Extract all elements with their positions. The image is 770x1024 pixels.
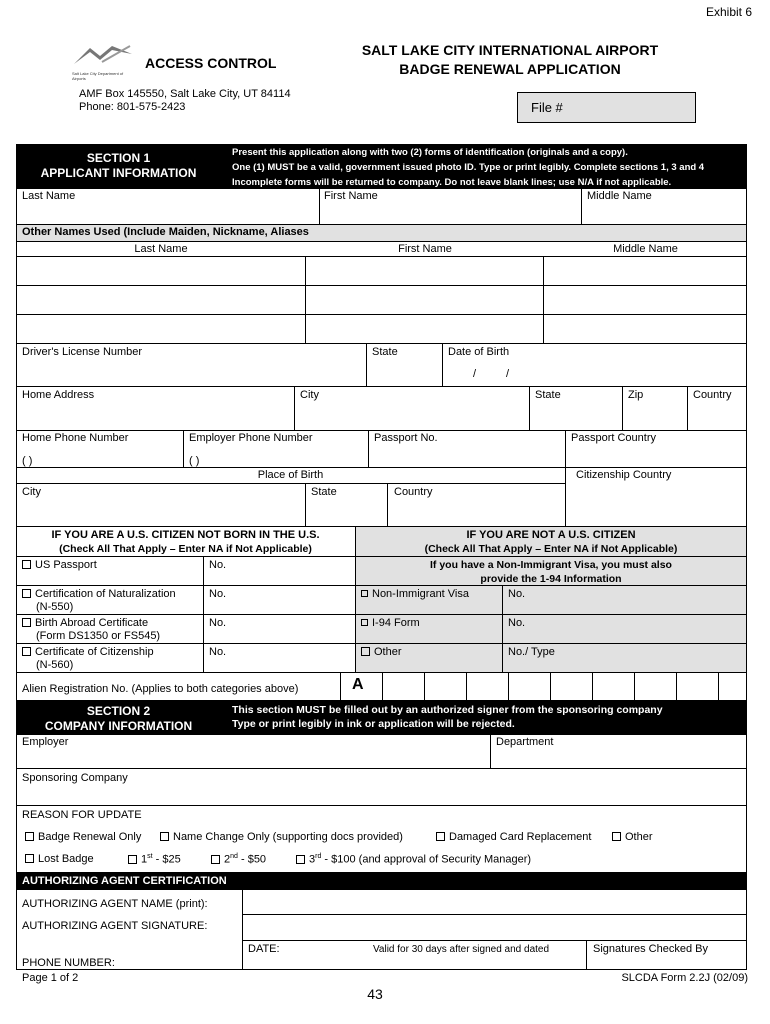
agent-name-label: AUTHORIZING AGENT NAME (print):	[22, 898, 208, 910]
cert-naturalization-no: No.	[209, 588, 227, 600]
sponsoring-company-label: Sponsoring Company	[22, 772, 128, 784]
page-indicator: Page 1 of 2	[22, 972, 79, 984]
zip-label: Zip	[628, 389, 644, 401]
third-fee-checkbox	[296, 855, 305, 864]
cert-citizenship-no: No.	[209, 646, 227, 658]
non-immigrant-visa-option[interactable]: Non-Immigrant Visa	[361, 588, 469, 600]
section1-title: SECTION 1	[86, 151, 151, 165]
damaged-card-checkbox	[436, 832, 445, 841]
dob-sep1: /	[473, 368, 477, 380]
us-citizen-heading: IF YOU ARE A U.S. CITIZEN NOT BORN IN THE U.S.	[51, 529, 320, 541]
lost-badge-checkbox	[25, 854, 34, 863]
us-citizen-subheading: (Check All That Apply – Enter NA if Not Applicable)	[59, 543, 312, 555]
section2-header	[16, 701, 747, 734]
citizenship-country-label: Citizenship Country	[576, 469, 672, 481]
birth-abroad-form: (Form DS1350 or FS545)	[36, 630, 161, 642]
name-change-option[interactable]: Name Change Only (supporting docs provided)	[160, 831, 403, 843]
other-no-type: No./ Type	[508, 646, 555, 658]
country-label: Country	[693, 389, 732, 401]
birth-abroad-checkbox	[22, 618, 31, 627]
cert-citizenship-form: (N-560)	[36, 659, 74, 671]
non-citizen-note2: provide the 1-94 Information	[480, 573, 622, 585]
agent-title: AUTHORIZING AGENT CERTIFICATION	[22, 875, 227, 887]
home-phone-label: Home Phone Number	[22, 432, 129, 444]
damaged-card-option[interactable]: Damaged Card Replacement	[436, 831, 591, 843]
other-checkbox	[361, 647, 370, 656]
reason-other-checkbox	[612, 832, 621, 841]
cert-naturalization-option[interactable]: Certification of Naturalization	[22, 588, 176, 600]
dl-number-label: Driver's License Number	[22, 346, 143, 358]
cert-naturalization-form: (N-550)	[36, 601, 74, 613]
reason-other-option[interactable]: Other	[612, 831, 653, 843]
non-immigrant-visa-checkbox	[361, 590, 368, 597]
birth-abroad-option[interactable]: Birth Abroad Certificate	[22, 617, 148, 629]
i94-option[interactable]: I-94 Form	[361, 617, 420, 629]
phone: Phone: 801-575-2423	[79, 101, 186, 113]
passport-country-label: Passport Country	[571, 432, 656, 444]
agent-header	[16, 873, 747, 889]
other-option[interactable]: Other	[361, 646, 402, 658]
file-number-label: File #	[531, 100, 563, 115]
employer-phone-label: Employer Phone Number	[189, 432, 313, 444]
city-label: City	[300, 389, 319, 401]
airport-logo: Salt Lake City Department of Airports	[72, 40, 134, 80]
access-control-title: ACCESS CONTROL	[145, 55, 277, 71]
birth-country-label: Country	[394, 486, 433, 498]
dob-label: Date of Birth	[448, 346, 510, 358]
valid-note: Valid for 30 days after signed and dated	[373, 944, 550, 955]
exhibit-label: Exhibit 6	[705, 5, 752, 19]
section1-instr2: One (1) MUST be a valid, government issued photo ID. Type or print legibly. Complete sections 1, 3 and 4	[232, 162, 705, 173]
logo-icon	[72, 40, 134, 68]
page-number: 43	[367, 986, 383, 1002]
badge-renewal-option[interactable]: Badge Renewal Only	[25, 831, 141, 843]
non-citizen-subheading: (Check All That Apply – Enter NA if Not Applicable)	[424, 543, 678, 555]
us-passport-option[interactable]: US Passport	[22, 559, 97, 571]
second-fee-option[interactable]: 2nd - $50	[211, 853, 266, 866]
us-passport-checkbox	[22, 560, 31, 569]
employer-label: Employer	[22, 736, 69, 748]
first-name-label: First Name	[324, 190, 378, 202]
file-number-box[interactable]	[517, 92, 696, 123]
cert-citizenship-checkbox	[22, 647, 31, 656]
cert-citizenship-option[interactable]: Certificate of Citizenship	[22, 646, 154, 658]
second-fee-checkbox	[211, 855, 220, 864]
section1-subtitle: APPLICANT INFORMATION	[40, 166, 197, 180]
section1-header	[16, 144, 747, 188]
us-passport-no: No.	[209, 559, 227, 571]
department-label: Department	[496, 736, 554, 748]
other-middle-name-label: Middle Name	[613, 243, 678, 255]
middle-name-label: Middle Name	[587, 190, 652, 202]
home-phone-paren: ( )	[22, 455, 33, 467]
alien-prefix: A	[352, 676, 364, 693]
section2-instr1: This section MUST be filled out by an authorized signer from the sponsoring company	[232, 704, 663, 716]
i94-no: No.	[508, 617, 526, 629]
name-change-checkbox	[160, 832, 169, 841]
dob-sep2: /	[506, 368, 510, 380]
section2-instr2: Type or print legibly in ink or application will be rejected.	[232, 718, 515, 730]
i94-checkbox	[361, 619, 368, 626]
birth-abroad-no: No.	[209, 617, 227, 629]
dl-state-label: State	[372, 346, 398, 358]
passport-no-label: Passport No.	[374, 432, 438, 444]
home-address-label: Home Address	[22, 389, 95, 401]
agent-signature-label: AUTHORIZING AGENT SIGNATURE:	[22, 920, 208, 932]
section2-title: SECTION 2	[86, 704, 151, 718]
form-title: BADGE RENEWAL APPLICATION	[399, 61, 621, 77]
address: AMF Box 145550, Salt Lake City, UT 84114	[79, 88, 291, 100]
first-fee-option[interactable]: 1st - $25	[128, 853, 181, 866]
lost-badge-option[interactable]: Lost Badge	[25, 853, 94, 865]
non-citizen-heading: IF YOU ARE NOT A U.S. CITIZEN	[466, 529, 636, 541]
badge-renewal-checkbox	[25, 832, 34, 841]
date-label: DATE:	[248, 943, 280, 955]
other-last-name-label: Last Name	[134, 243, 188, 255]
address-state-label: State	[535, 389, 561, 401]
first-fee-checkbox	[128, 855, 137, 864]
other-first-name-label: First Name	[398, 243, 452, 255]
birth-city-label: City	[22, 486, 41, 498]
agent-phone-label: PHONE NUMBER:	[22, 957, 115, 969]
section1-instr3: Incomplete forms will be returned to company. Do not leave blank lines; use N/A if not applicable.	[232, 177, 672, 188]
section1-instr1: Present this application along with two (2) forms of identification (originals and a copy).	[232, 147, 628, 158]
section2-subtitle: COMPANY INFORMATION	[44, 719, 193, 733]
non-citizen-note1: If you have a Non-Immigrant Visa, you must also	[430, 559, 672, 571]
last-name-label: Last Name	[22, 190, 76, 202]
form-number: SLCDA Form 2.2J (02/09)	[621, 972, 748, 984]
place-of-birth-label: Place of Birth	[257, 469, 324, 481]
signatures-checked-label: Signatures Checked By	[593, 943, 708, 955]
employer-phone-paren: ( )	[189, 455, 200, 467]
cert-naturalization-checkbox	[22, 589, 31, 598]
birth-state-label: State	[311, 486, 337, 498]
reason-label: REASON FOR UPDATE	[22, 809, 142, 821]
airport-title: SALT LAKE CITY INTERNATIONAL AIRPORT	[361, 42, 659, 58]
third-fee-option[interactable]: 3rd - $100 (and approval of Security Manager)	[296, 853, 531, 866]
alien-reg-label: Alien Registration No. (Applies to both categories above)	[22, 683, 299, 695]
other-names-label: Other Names Used (Include Maiden, Nickname, Aliases	[22, 226, 309, 238]
visa-no: No.	[508, 588, 526, 600]
